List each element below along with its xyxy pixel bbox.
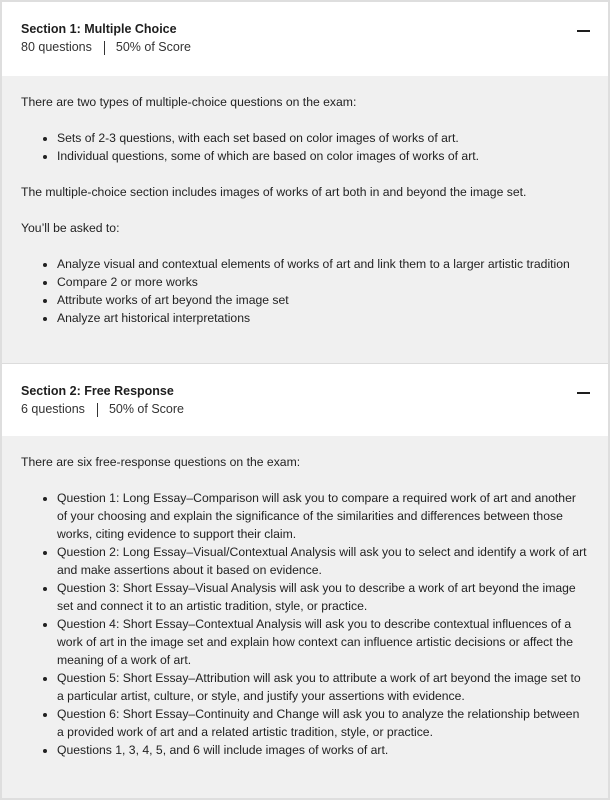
meta-separator: [104, 41, 105, 55]
section-1-asked-list: [21, 255, 589, 327]
section-2-intro: There are six free-response questions on the exam:: [21, 455, 301, 469]
section-1-header[interactable]: [2, 2, 608, 76]
section-2-score-weight: 50% of Score: [108, 402, 184, 416]
section-2-title: Section 2: Free Response: [21, 384, 174, 398]
section-1-score-weight: 50% of Score: [115, 40, 191, 54]
list-item: • Question 1: Long Essay–Comparison will ask you to compare a required work of art and another of your choosing and explain the significance of the similarities and differences between those works, citing evidence to support their claim.: [57, 489, 587, 543]
list-item: • Question 6: Short Essay–Continuity and Change will ask you to analyze the relationship between a provided work of art and a related artistic tradition, style, or practice.: [57, 705, 587, 741]
section-2-question-count: 6 questions: [21, 402, 85, 416]
section-1-intro: There are two types of multiple-choice questions on the exam:: [21, 95, 357, 109]
list-item: • Compare 2 or more works: [57, 273, 589, 291]
section-2-meta: [21, 401, 589, 418]
exam-sections-panel: [2, 2, 608, 798]
section-1-content: [2, 93, 608, 327]
section-1-question-count: 80 questions: [21, 40, 92, 54]
list-item: • Questions 1, 3, 4, 5, and 6 will include images of works of art.: [57, 741, 587, 759]
meta-separator: [97, 403, 98, 417]
list-item: • Individual questions, some of which are based on color images of works of art.: [57, 147, 589, 165]
collapse-icon[interactable]: [577, 30, 590, 32]
list-item: • Analyze visual and contextual elements of works of art and link them to a larger artistic tradition: [57, 255, 589, 273]
list-item: • Question 5: Short Essay–Attribution will ask you to attribute a work of art beyond the image set to a particular artist, culture, or style, and justify your assertions with evidence.: [57, 669, 587, 705]
section-2-header[interactable]: [2, 364, 608, 436]
section-1-asked-intro: You’ll be asked to:: [21, 221, 120, 235]
section-1-meta: [21, 39, 589, 56]
list-item: • Question 3: Short Essay–Visual Analysis will ask you to describe a work of art beyond the image set and connect it to an artistic tradition, style, or practice.: [57, 579, 587, 615]
list-item: • Analyze art historical interpretations: [57, 309, 589, 327]
collapse-icon[interactable]: [577, 392, 590, 394]
list-item: • Attribute works of art beyond the image set: [57, 291, 589, 309]
section-2-question-list: [21, 489, 589, 759]
section-2-content: [2, 453, 608, 759]
section-1-types-list: [21, 129, 589, 165]
section-1-note: The multiple-choice section includes images of works of art both in and beyond the image set.: [21, 185, 527, 199]
list-item: • Question 2: Long Essay–Visual/Contextual Analysis will ask you to select and identify a work of art and make assertions about it based on evidence.: [57, 543, 587, 579]
list-item: • Sets of 2-3 questions, with each set based on color images of works of art.: [57, 129, 589, 147]
section-1-title: Section 1: Multiple Choice: [21, 22, 177, 36]
list-item: • Question 4: Short Essay–Contextual Analysis will ask you to describe contextual influences of a work of art in the image set and explain how context can influence artistic decisions or affect the meaning of a work of art.: [57, 615, 587, 669]
